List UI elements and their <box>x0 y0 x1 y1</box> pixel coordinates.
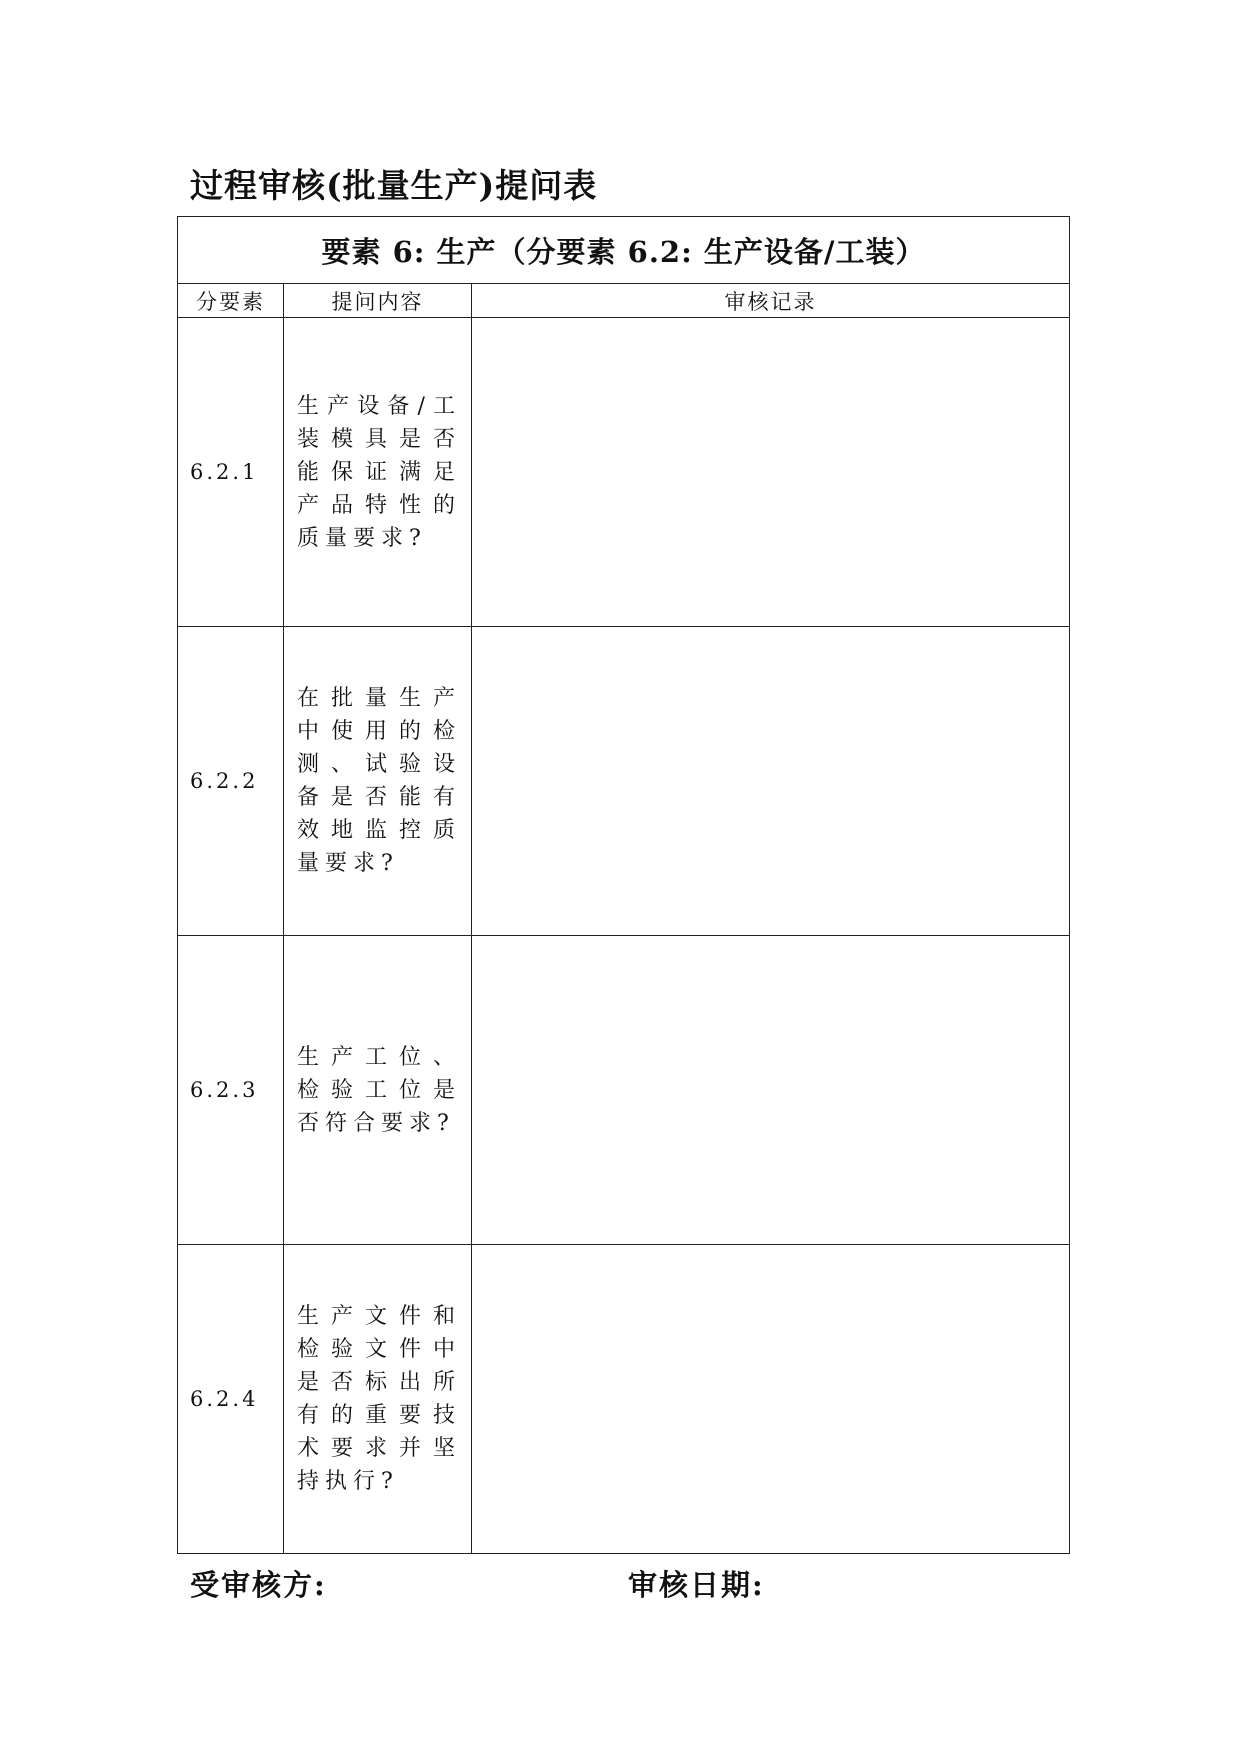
element-header-row <box>178 217 1070 284</box>
audit-record-field[interactable] <box>472 1245 1070 1554</box>
audit-record-field[interactable] <box>472 936 1070 1245</box>
page-title: 过程审核(批量生产)提问表 <box>190 166 598 205</box>
question-text: 在批量生产中使用的检测、试验设备是否能有效地监控质量要求? <box>284 627 472 936</box>
table-row <box>178 1245 1070 1554</box>
column-header-sub-element: 分要素 <box>178 284 284 318</box>
question-text: 生产工位、检验工位是否符合要求? <box>284 936 472 1245</box>
sub-element-id: 6.2.1 <box>178 318 284 627</box>
audit-record-field[interactable] <box>472 318 1070 627</box>
sub-element-id: 6.2.4 <box>178 1245 284 1554</box>
column-header-record: 审核记录 <box>472 284 1070 318</box>
auditee-label: 受审核方: <box>190 1568 327 1602</box>
audit-record-field[interactable] <box>472 627 1070 936</box>
table-row <box>178 627 1070 936</box>
table-row <box>178 318 1070 627</box>
question-text: 生产文件和检验文件中是否标出所有的重要技术要求并坚持执行? <box>284 1245 472 1554</box>
table-row <box>178 936 1070 1245</box>
column-header-row <box>178 284 1070 318</box>
element-header: 要素 6: 生产（分要素 6.2: 生产设备/工装） <box>178 217 1070 284</box>
question-text: 生产设备/工装模具是否能保证满足产品特性的质量要求? <box>284 318 472 627</box>
sub-element-id: 6.2.3 <box>178 936 284 1245</box>
column-header-question: 提问内容 <box>284 284 472 318</box>
audit-question-table <box>177 216 1070 1554</box>
audit-date-label: 审核日期: <box>628 1568 765 1602</box>
sub-element-id: 6.2.2 <box>178 627 284 936</box>
